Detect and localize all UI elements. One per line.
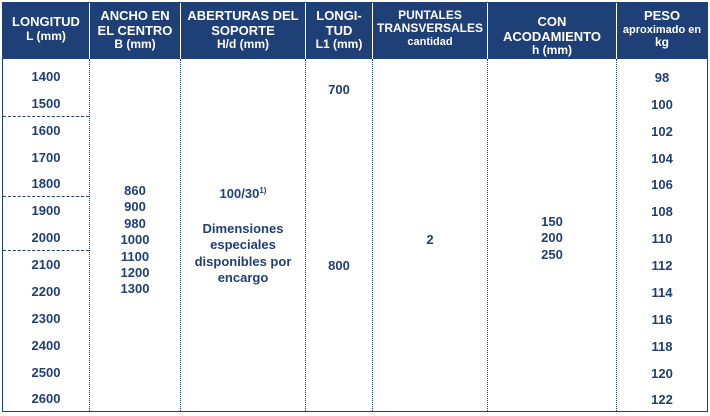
- aberturas-note-line: especiales: [210, 237, 276, 253]
- table-row: 1800: [31, 176, 61, 191]
- header-l1-title-2: TUD: [325, 22, 353, 38]
- header-acodamiento-title: CON ACODAMIENTO: [503, 14, 601, 44]
- header-puntales-title-1: PUNTALES: [398, 8, 462, 22]
- table-row: 1400: [31, 69, 61, 84]
- header-puntales: [373, 3, 487, 59]
- header-aberturas-title-2: SOPORTE: [211, 22, 275, 38]
- ancho-value: 1100: [120, 248, 150, 264]
- table-header: [3, 3, 707, 59]
- peso-value: 106: [651, 177, 673, 192]
- header-peso: [617, 3, 707, 59]
- header-peso-unit: kg: [654, 34, 669, 49]
- peso-value: 118: [651, 339, 673, 354]
- table-row: 2200: [31, 284, 61, 299]
- header-aberturas: [181, 3, 305, 59]
- aberturas-note-line: disponibles por: [194, 253, 292, 269]
- aberturas-note-line: encargo: [217, 270, 269, 286]
- table-row: 1600: [31, 123, 61, 138]
- table-body: [3, 59, 707, 411]
- l1-value-upper: 700: [328, 82, 350, 97]
- table-row: 2300: [31, 311, 61, 326]
- acodamiento-value: 250: [541, 246, 563, 262]
- peso-value: 108: [651, 204, 673, 219]
- peso-value: 104: [651, 151, 673, 166]
- header-peso-subtitle: aproximado en: [622, 23, 702, 36]
- table-row: 2000: [31, 230, 61, 245]
- peso-value: 112: [651, 258, 673, 273]
- ancho-value: 900: [124, 199, 146, 215]
- header-aberturas-title-1: ABERTURAS DEL: [187, 8, 299, 23]
- ancho-value: 1200: [120, 265, 150, 281]
- ancho-value: 860: [124, 183, 146, 198]
- ancho-value: 980: [124, 215, 146, 231]
- header-puntales-unit: cantidad: [407, 35, 453, 48]
- spec-table: [2, 2, 708, 412]
- table-row: 2400: [31, 338, 61, 353]
- header-longitud-l1: [306, 3, 372, 59]
- header-l1-unit: L1 (mm): [315, 37, 363, 52]
- header-acodamiento-unit: h (mm): [532, 43, 572, 58]
- header-ancho-title-2: EL CENTRO: [97, 22, 173, 38]
- peso-value: 98: [654, 70, 670, 85]
- aberturas-footnote: 1): [259, 186, 267, 195]
- header-aberturas-unit: H/d (mm): [217, 37, 269, 52]
- puntales-value: 2: [426, 232, 434, 247]
- table-row: 2600: [31, 391, 61, 406]
- header-longitud: [3, 3, 89, 59]
- peso-value: 102: [651, 124, 673, 139]
- aberturas-note: [181, 221, 305, 287]
- header-ancho: [90, 3, 180, 59]
- header-l1-title-1: LONGI-: [316, 8, 362, 23]
- peso-value: 100: [651, 97, 673, 112]
- table-row: 1500: [31, 96, 61, 111]
- l1-value-lower: 800: [328, 258, 350, 273]
- header-longitud-title: LONGITUD: [12, 14, 80, 29]
- table-row: 1900: [31, 203, 61, 218]
- ancho-value: 1300: [120, 281, 150, 297]
- ancho-values: [90, 183, 180, 298]
- table-row: 2500: [31, 365, 61, 380]
- header-longitud-unit: L (mm): [26, 28, 66, 43]
- peso-value: 122: [651, 392, 673, 407]
- acodamiento-value: 150: [541, 214, 563, 229]
- header-ancho-title-1: ANCHO EN: [100, 8, 170, 23]
- ancho-value: 1000: [120, 232, 150, 248]
- aberturas-value: [181, 186, 305, 201]
- peso-value: 120: [651, 366, 673, 381]
- acodamiento-values: [488, 214, 616, 263]
- peso-value: 116: [651, 312, 673, 327]
- header-peso-title: PESO: [643, 8, 681, 23]
- peso-value: 110: [651, 231, 673, 246]
- header-puntales-title-2: TRANSVERSALES: [376, 21, 483, 36]
- aberturas-main: 100/30: [219, 186, 260, 201]
- header-acodamiento: [488, 3, 616, 59]
- acodamiento-value: 200: [541, 230, 563, 246]
- table-row: 2100: [31, 257, 61, 272]
- table-row: 1700: [31, 150, 61, 165]
- header-ancho-unit: B (mm): [114, 37, 156, 52]
- peso-value: 114: [651, 285, 673, 300]
- aberturas-note-line: Dimensiones: [202, 221, 284, 236]
